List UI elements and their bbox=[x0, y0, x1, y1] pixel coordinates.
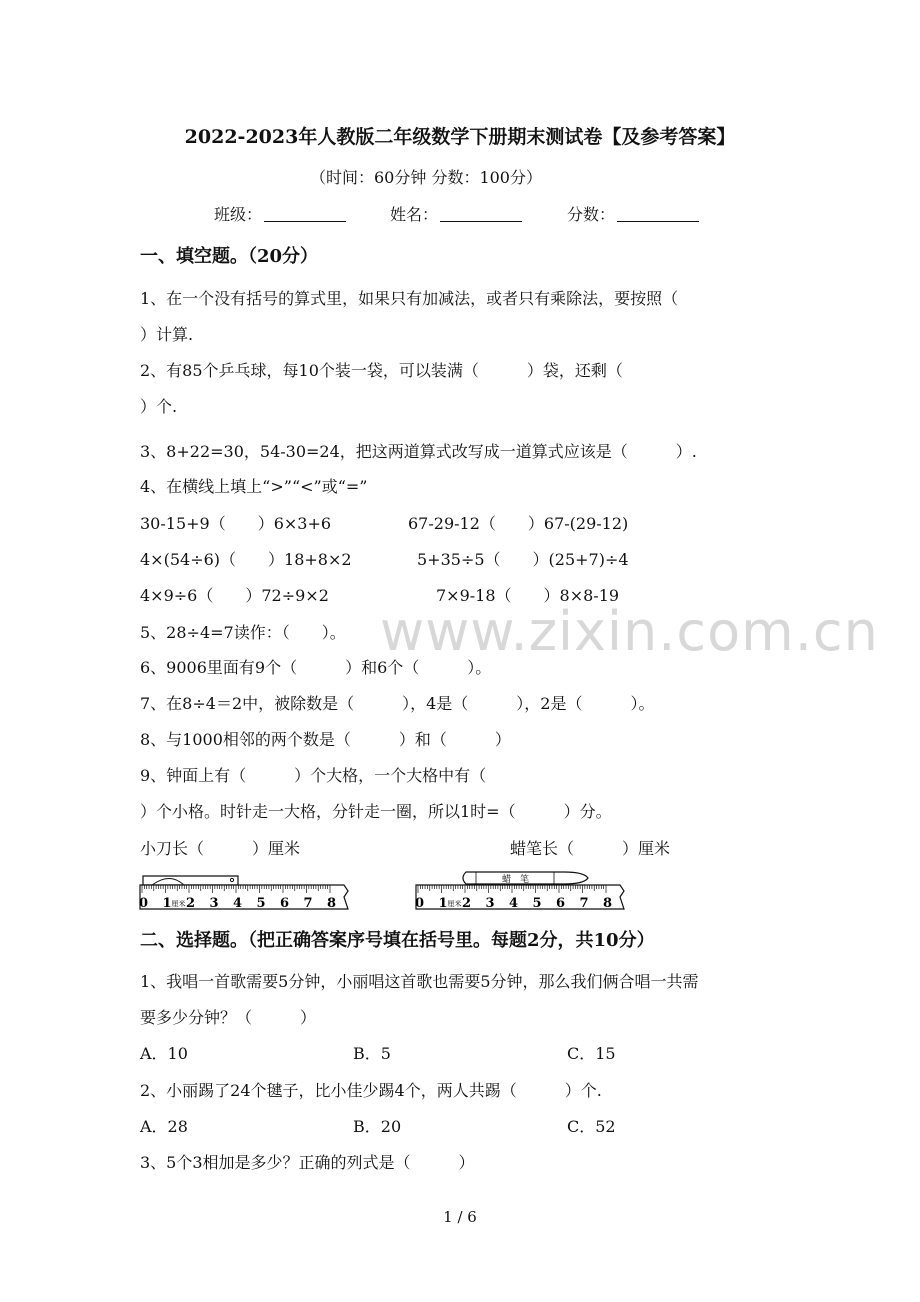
ruler-number: 3 bbox=[485, 896, 495, 911]
q3: 3、8+22=30，54-30=24，把这两道算式改写成一道算式应该是（ ）. bbox=[140, 442, 697, 461]
q8: 8、与1000相邻的两个数是（ ）和（ ） bbox=[140, 730, 511, 749]
name-field[interactable] bbox=[390, 205, 522, 225]
q9-line2: ）个小格。时针走一大格，分针走一圈，所以1时=（ ）分。 bbox=[140, 802, 612, 821]
q2-line1: 2、有85个乒乓球，每10个装一袋，可以装满（ ）袋，还剩（ bbox=[140, 361, 623, 380]
s2-q2-option-a[interactable]: A．28 bbox=[140, 1117, 188, 1136]
q4: 4、在横线上填上“>”“<”或“=” bbox=[140, 477, 368, 496]
s2-q1-option-b[interactable]: B．5 bbox=[353, 1044, 391, 1063]
crayon-icon bbox=[463, 872, 588, 885]
section2-heading: 二、选择题。（把正确答案序号填在括号里。每题2分，共10分） bbox=[140, 930, 655, 951]
crayon-ruler-figure bbox=[414, 868, 628, 912]
knife-icon bbox=[143, 876, 238, 885]
s2-q1-line2: 要多少分钟？（ ） bbox=[140, 1008, 317, 1027]
crayon-label: 蜡 笔 bbox=[502, 875, 530, 885]
q4-row2-left: 4×(54÷6)（ ）18+8×2 bbox=[140, 550, 352, 569]
q6: 6、9006里面有9个（ ）和6个（ ）。 bbox=[140, 658, 492, 677]
ruler-number: 0 bbox=[415, 896, 425, 911]
s2-q2-option-b[interactable]: B．20 bbox=[353, 1117, 402, 1136]
watermark: www.zixin.com.cn bbox=[380, 600, 879, 663]
q7: 7、在8÷4＝2中，被除数是（ ），4是（ ），2是（ ）。 bbox=[140, 694, 655, 713]
ruler-body bbox=[139, 885, 348, 911]
ruler-number: 8 bbox=[603, 896, 613, 911]
q1-line2: ）计算. bbox=[140, 325, 194, 344]
score-label: 分数： bbox=[567, 205, 616, 224]
q4-row1-left: 30-15+9（ ）6×3+6 bbox=[140, 514, 332, 533]
q4-row2-right: 5+35÷5（ ）(25+7)÷4 bbox=[417, 550, 629, 569]
subtitle: （时间：60分钟 分数：100分） bbox=[310, 168, 542, 187]
s2-q1-option-c[interactable]: C．15 bbox=[567, 1044, 616, 1063]
q4-row3-left: 4×9÷6（ ）72÷9×2 bbox=[140, 586, 329, 605]
class-blank[interactable] bbox=[264, 205, 346, 222]
ruler-number: 6 bbox=[280, 896, 290, 911]
q4-row1-right: 67-29-12（ ）67-(29-12) bbox=[408, 514, 629, 533]
ruler-number: 4 bbox=[509, 896, 519, 911]
page-title: 2022-2023年人教版二年级数学下册期末测试卷【及参考答案】 bbox=[184, 126, 736, 148]
knife-ruler-figure bbox=[138, 868, 352, 912]
s2-q1-line1: 1、我唱一首歌需要5分钟，小丽唱这首歌也需要5分钟，那么我们俩合唱一共需 bbox=[140, 972, 699, 991]
ruler-number: 4 bbox=[233, 896, 243, 911]
knife-question: 小刀长（ ）厘米 bbox=[140, 839, 301, 858]
ruler-number: 5 bbox=[532, 896, 542, 911]
ruler-number: 2 bbox=[462, 896, 472, 911]
s2-q2: 2、小丽踢了24个毽子，比小佳少踢4个，两人共踢（ ）个. bbox=[140, 1081, 602, 1100]
crayon-question: 蜡笔长（ ）厘米 bbox=[510, 839, 671, 858]
section1-heading: 一、填空题。（20分） bbox=[140, 246, 319, 267]
page-number: 1 / 6 bbox=[443, 1208, 477, 1226]
s2-q1-option-a[interactable]: A．10 bbox=[140, 1044, 188, 1063]
class-field[interactable] bbox=[214, 205, 346, 225]
ruler-number: 5 bbox=[256, 896, 266, 911]
q5: 5、28÷4=7读作：（ ）。 bbox=[140, 623, 346, 642]
ruler-number: 3 bbox=[209, 896, 219, 911]
ruler-number: 2 bbox=[186, 896, 196, 911]
ruler-number: 0 bbox=[139, 896, 149, 911]
ruler-unit: 厘米 bbox=[447, 900, 462, 908]
s2-q3: 3、5个3相加是多少？正确的列式是（ ） bbox=[140, 1153, 475, 1172]
q9-line1: 9、钟面上有（ ）个大格，一个大格中有（ bbox=[140, 766, 487, 785]
ruler-number: 1 bbox=[162, 896, 172, 911]
score-blank[interactable] bbox=[617, 205, 699, 222]
q1-line1: 1、在一个没有括号的算式里，如果只有加减法，或者只有乘除法，要按照（ bbox=[140, 289, 679, 308]
class-label: 班级： bbox=[214, 205, 263, 224]
name-blank[interactable] bbox=[440, 205, 522, 222]
name-label: 姓名： bbox=[390, 205, 439, 224]
ruler-number: 7 bbox=[579, 896, 589, 911]
q2-line2: ）个. bbox=[140, 397, 178, 416]
ruler-number: 7 bbox=[303, 896, 313, 911]
ruler-number: 8 bbox=[327, 896, 337, 911]
ruler-number: 6 bbox=[556, 896, 566, 911]
s2-q2-option-c[interactable]: C．52 bbox=[567, 1117, 616, 1136]
ruler-body bbox=[415, 885, 624, 911]
ruler-unit: 厘米 bbox=[171, 900, 186, 908]
ruler-number: 1 bbox=[438, 896, 448, 911]
q4-row3-right: 7×9-18（ ）8×8-19 bbox=[436, 586, 620, 605]
score-field[interactable] bbox=[567, 205, 699, 225]
